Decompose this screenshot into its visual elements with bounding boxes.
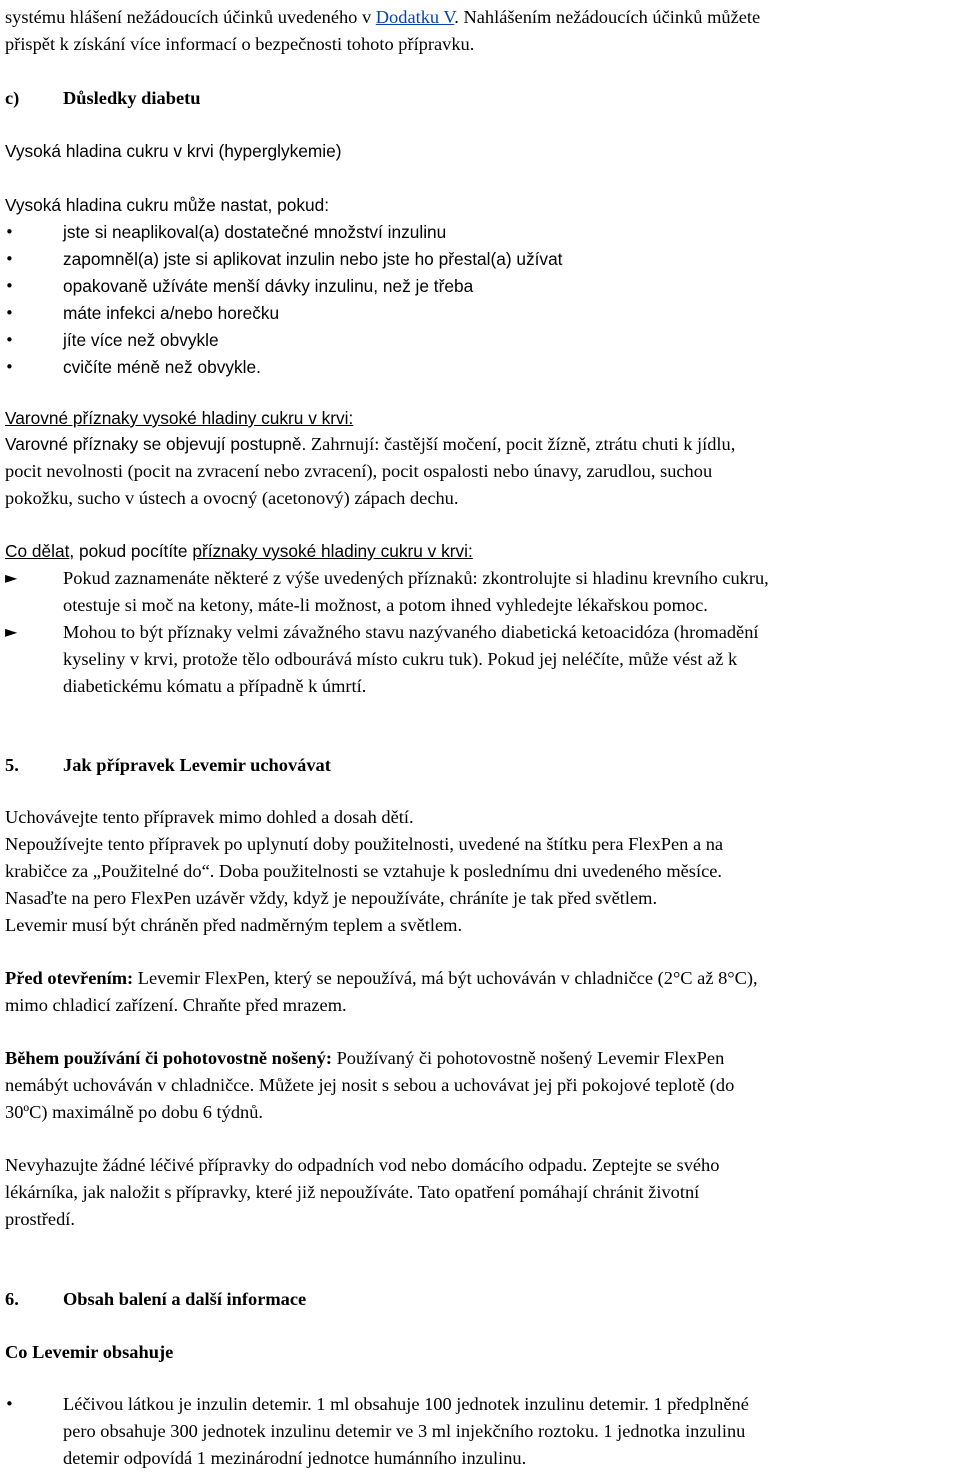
before-opening-line-1: Před otevřením: Levemir FlexPen, který se nepoužívá, má být uchováván v chladničce (2°C až 8°C), [5,968,758,988]
warning-signs-heading: Varovné příznaky vysoké hladiny cukru v krvi: [5,408,354,428]
hyperglycemia-heading: Vysoká hladina cukru v krvi (hyperglykemie) [5,141,342,161]
cause-item: zapomněl(a) jste si aplikovat inzulin nebo jste ho přestal(a) užívat [63,249,563,269]
bullet-icon: • [5,1395,14,1413]
storage-line: Uchovávejte tento přípravek mimo dohled a dosah dětí. [5,807,414,827]
action-item-2-line: kyseliny v krvi, protože tělo odbourává místo cukru tuk). Pokud jej neléčíte, může vést až k [63,649,738,669]
action-item-2-line: Mohou to být příznaky velmi závažného stavu nazývaného diabetická ketoacidóza (hromadění [63,622,759,642]
disposal-line: prostředí. [5,1209,75,1229]
section-5-title: Jak přípravek Levemir uchovávat [63,755,331,775]
section-c-letter: c) [5,88,20,108]
active-substance-line: Léčivou látkou je inzulin detemir. 1 ml obsahuje 100 jednotek inzulinu detemir. 1 předplněné [63,1394,749,1414]
causes-intro: Vysoká hladina cukru může nastat, pokud: [5,195,330,215]
disposal-line: Nevyhazujte žádné léčivé přípravky do odpadních vod nebo domácího odpadu. Zeptejte se svého [5,1155,720,1175]
warning-rest: Zahrnují: častější močení, pocit žízně, ztrátu chuti k jídlu, [306,434,736,454]
in-use-line-2: nemábýt uchováván v chladničce. Můžete jej nosit s sebou a uchovávat jej při pokojové teplotě (do [5,1075,735,1095]
active-substance-line: detemir odpovídá 1 mezinárodní jednotce humánního inzulinu. [63,1448,527,1468]
cause-item: máte infekci a/nebo horečku [63,303,280,323]
active-substance-line: pero obsahuje 300 jednotek inzulinu detemir ve 3 ml injekčního roztoku. 1 jednotka inzulinu [63,1421,746,1441]
cause-item: cvičíte méně než obvykle. [63,357,261,377]
in-use-line-3: 30ºC) maximálně po dobu 6 týdnů. [5,1102,264,1122]
storage-line: krabičce za „Použitelné do“. Doba použitelnosti se vztahuje k poslednímu dni uvedeného měsíce. [5,861,723,881]
bullet-icon: • [5,304,14,322]
storage-line: Nasaďte na pero FlexPen uzávěr vždy, když je nepoužíváte, chráníte je tak před světlem. [5,888,658,908]
section-6-title: Obsah balení a další informace [63,1289,307,1309]
warning-line-2: pocit nevolnosti (pocit na zvracení nebo zvracení), pocit ospalosti nebo únavy, zarudlou, suchou [5,461,713,481]
in-use-line-1: Během používání či pohotovostně nošený: Používaný či pohotovostně nošený Levemir FlexPen [5,1048,725,1068]
storage-line: Levemir musí být chráněn před nadměrným teplem a světlem. [5,915,463,935]
arrow-bullet-icon: ► [5,568,18,587]
section-c-title: Důsledky diabetu [63,88,201,108]
bullet-icon: • [5,223,14,241]
intro-text: systému hlášení nežádoucích účinků uvedeného v [5,7,376,27]
storage-line: Nepoužívejte tento přípravek po uplynutí doby použitelnosti, uvedené na štítku pera FlexPen a na [5,834,724,854]
disposal-line: lékárníka, jak naložit s přípravky, které již nepoužíváte. Tato opatření pomáhají chránit životní [5,1182,700,1202]
in-use-label: Během používání či pohotovostně nošený: [5,1048,332,1068]
cause-item: jíte více než obvykle [63,330,219,350]
bullet-icon: • [5,250,14,268]
bullet-icon: • [5,358,14,376]
cause-item: jste si neaplikoval(a) dostatečné množství inzulinu [63,222,447,242]
action-item-1-line: Pokud zaznamenáte některé z výše uvedených příznaků: zkontrolujte si hladinu krevního cukru, [63,568,769,588]
intro-text-rest: . Nahlášením nežádoucích účinků můžete [454,7,761,27]
cause-item: opakovaně užíváte menší dávky inzulinu, než je třeba [63,276,474,296]
before-opening-line-2: mimo chladicí zařízení. Chraňte před mrazem. [5,995,347,1015]
before-opening-label: Před otevřením: [5,968,134,988]
bullet-icon: • [5,331,14,349]
warning-line-3: pokožku, sucho v ústech a ovocný (acetonový) zápach dechu. [5,488,459,508]
what-to-do-heading: Co dělat, pokud pocítíte příznaky vysoké hladiny cukru v krvi: [5,541,473,561]
warning-line-1 [5,431,735,457]
action-item-2-line: diabetickému kómatu a případně k úmrtí. [63,676,367,696]
arrow-bullet-icon: ► [5,622,18,641]
section-6-number: 6. [5,1289,19,1309]
intro-line-1 [5,4,760,30]
bullet-icon: • [5,277,14,295]
dodatek-v-link[interactable]: Dodatku V [375,7,455,27]
section-5-number: 5. [5,755,19,775]
warning-lead: Varovné příznaky se objevují postupně. [5,434,307,454]
contents-subheading: Co Levemir obsahuje [5,1342,174,1362]
action-item-1-line: otestuje si moč na ketony, máte-li možnost, a potom ihned vyhledejte lékařskou pomoc. [63,595,708,615]
intro-line-2: přispět k získání více informací o bezpečnosti tohoto přípravku. [5,34,475,54]
